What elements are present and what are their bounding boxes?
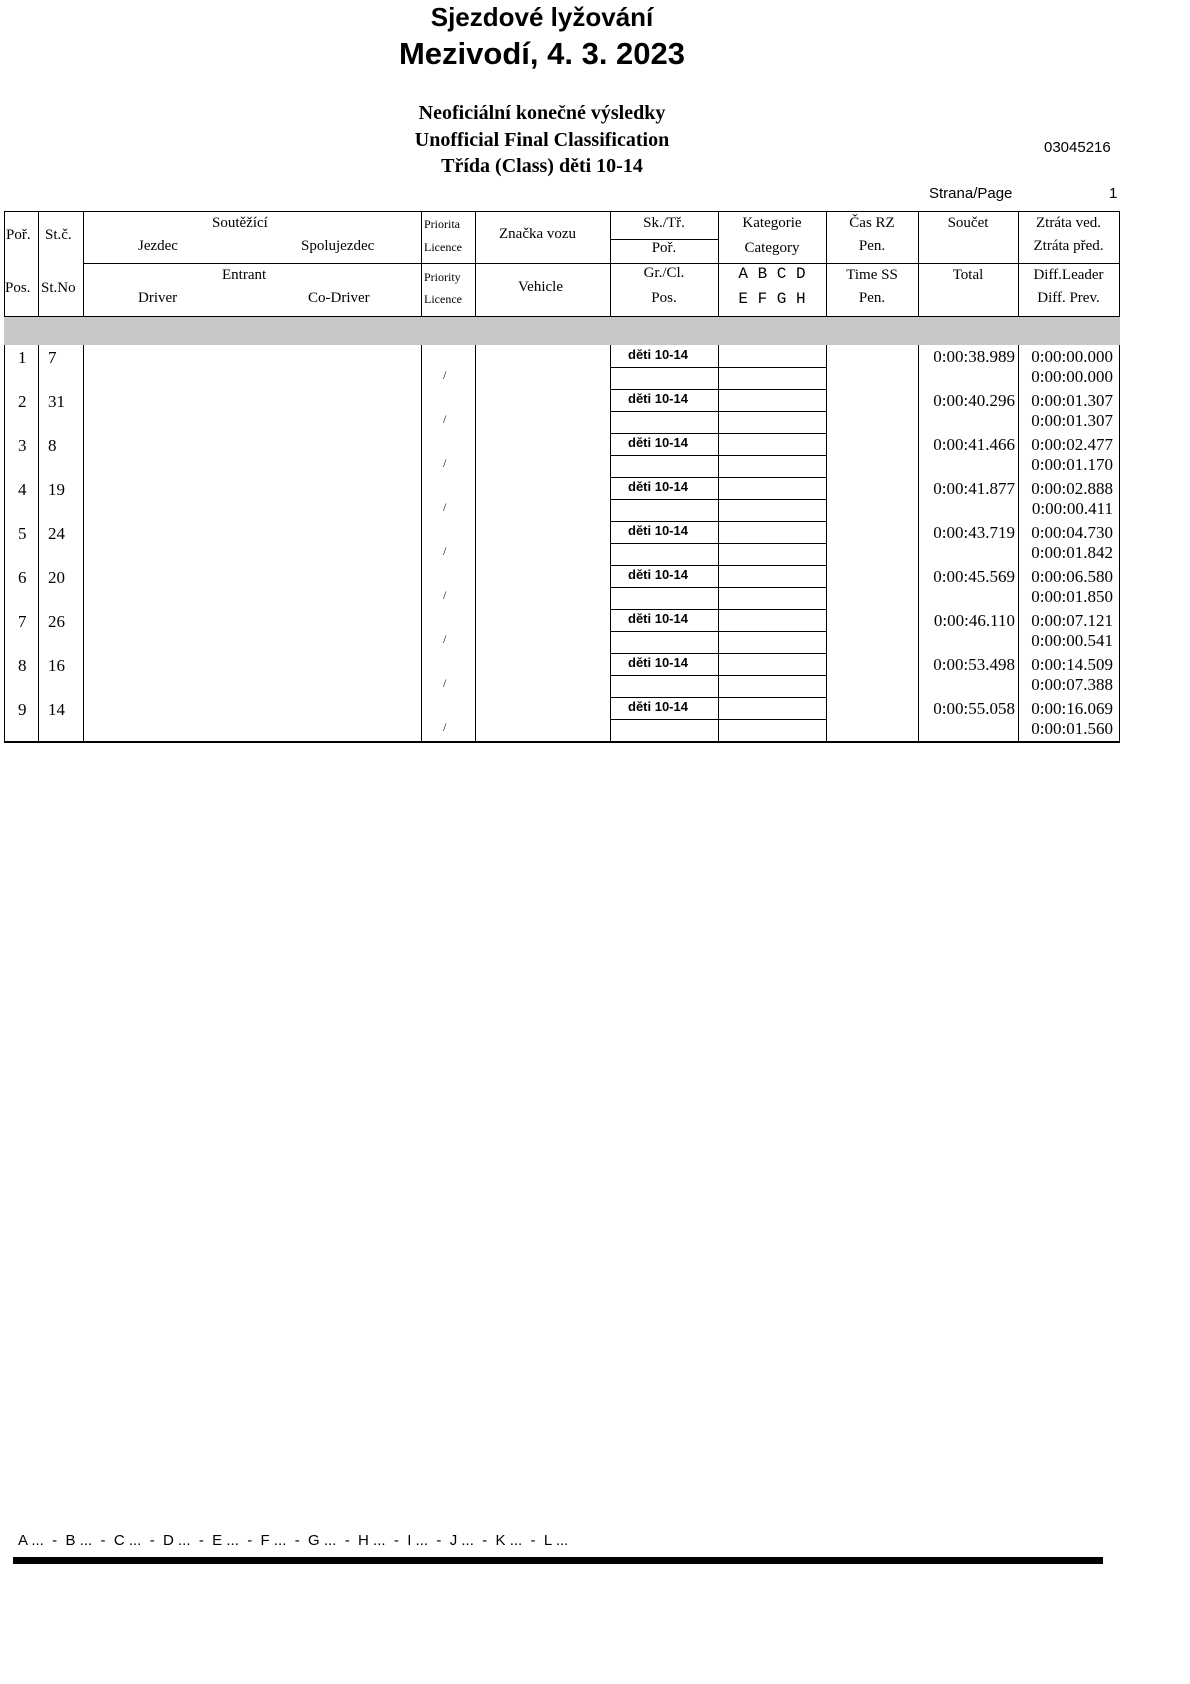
header-pen-cz: Pen. [858, 238, 886, 254]
row-group: děti 10-14 [628, 611, 688, 626]
header-stc: St.č. [45, 227, 72, 243]
row-diff-leader: 0:00:14.509 [1031, 655, 1113, 674]
header-cas-rz: Čas RZ [849, 215, 895, 231]
row-group: děti 10-14 [628, 435, 688, 450]
row-priority-separator: / [443, 456, 447, 470]
event-place-date: Mezivodí, 4. 3. 2023 [398, 36, 686, 71]
header-priorita: Priorita [424, 217, 460, 231]
row-bottom-line [610, 565, 826, 566]
subtitle-cz: Neoficiální konečné výsledky [418, 102, 666, 124]
row-group: děti 10-14 [628, 567, 688, 582]
row-diff-leader: 0:00:07.121 [1031, 611, 1113, 630]
column-divider [826, 345, 827, 741]
header-co-driver: Co-Driver [308, 290, 370, 306]
header-por2: Poř. [651, 240, 677, 256]
header-ztrata-ved: Ztráta ved. [1036, 215, 1101, 231]
row-bottom-line [610, 521, 826, 522]
header-diff-prev: Diff. Prev. [1037, 290, 1100, 306]
header-gr-cl: Gr./Cl. [643, 265, 685, 281]
row-diff-prev: 0:00:01.560 [1031, 719, 1113, 738]
header-time-ss: Time SS [846, 267, 898, 283]
header-jezdec: Jezdec [138, 238, 178, 254]
event-title: Sjezdové lyžování [430, 2, 654, 32]
row-start-number: 7 [48, 348, 57, 367]
category-legend: A ... - B ... - C ... - D ... - E ... - F ... - G ... - H ... - I ... - J ... - K ... - L ... [18, 1532, 569, 1549]
row-group: děti 10-14 [628, 347, 688, 362]
row-position: 2 [18, 392, 27, 411]
row-diff-prev: 0:00:01.170 [1031, 455, 1113, 474]
row-subline [610, 675, 826, 676]
row-subline [610, 367, 826, 368]
row-diff-prev: 0:00:01.307 [1031, 411, 1113, 430]
row-diff-prev: 0:00:00.541 [1031, 631, 1113, 650]
document-number: 03045216 [1044, 139, 1111, 156]
gray-separator-band [4, 317, 1120, 345]
row-position: 1 [18, 348, 27, 367]
column-divider [475, 345, 476, 741]
row-subline [610, 631, 826, 632]
header-soutezici: Soutěžící [212, 215, 268, 231]
header-znacka-vozu: Značka vozu [499, 226, 577, 242]
column-divider [421, 345, 422, 741]
row-total: 0:00:41.466 [933, 435, 1015, 454]
row-subline [610, 455, 826, 456]
header-sk-tr: Sk./Tř. [643, 215, 685, 231]
row-subline [610, 411, 826, 412]
row-position: 4 [18, 480, 27, 499]
row-diff-leader: 0:00:04.730 [1031, 523, 1113, 542]
row-start-number: 20 [48, 568, 65, 587]
row-priority-separator: / [443, 720, 447, 734]
row-total: 0:00:43.719 [933, 523, 1015, 542]
row-priority-separator: / [443, 412, 447, 426]
row-diff-prev: 0:00:00.411 [1031, 499, 1113, 518]
row-position: 7 [18, 612, 27, 631]
row-total: 0:00:46.110 [933, 611, 1015, 630]
row-start-number: 8 [48, 436, 57, 455]
subtitle-en: Unofficial Final Classification [414, 129, 670, 151]
column-divider [4, 345, 5, 741]
row-total: 0:00:55.058 [933, 699, 1015, 718]
row-priority-separator: / [443, 588, 447, 602]
table-bottom-border [4, 741, 1120, 743]
row-start-number: 14 [48, 700, 65, 719]
header-entrant: Entrant [222, 267, 267, 283]
row-start-number: 26 [48, 612, 65, 631]
header-stno: St.No [41, 280, 76, 296]
row-priority-separator: / [443, 544, 447, 558]
header-pos2: Pos. [651, 290, 677, 306]
row-total: 0:00:53.498 [933, 655, 1015, 674]
row-total: 0:00:41.877 [933, 479, 1015, 498]
row-diff-leader: 0:00:02.477 [1031, 435, 1113, 454]
row-bottom-line [610, 477, 826, 478]
row-subline [610, 719, 826, 720]
row-diff-leader: 0:00:01.307 [1031, 391, 1113, 410]
header-priority: Priority [424, 270, 461, 284]
row-group: děti 10-14 [628, 391, 688, 406]
row-priority-separator: / [443, 676, 447, 690]
row-bottom-line [610, 389, 826, 390]
row-subline [610, 499, 826, 500]
row-group: děti 10-14 [628, 479, 688, 494]
header-kategorie: Kategorie [742, 215, 802, 231]
header-spolujezdec: Spolujezdec [301, 238, 375, 254]
header-licence-cz: Licence [424, 240, 462, 254]
row-start-number: 24 [48, 524, 65, 543]
header-por: Poř. [6, 227, 31, 243]
header-soucet: Součet [947, 215, 989, 231]
row-position: 3 [18, 436, 27, 455]
row-diff-leader: 0:00:06.580 [1031, 567, 1113, 586]
row-start-number: 19 [48, 480, 65, 499]
row-total: 0:00:45.569 [933, 567, 1015, 586]
header-vehicle: Vehicle [518, 279, 563, 295]
header-cat-efgh: E F G H [738, 290, 806, 308]
row-position: 5 [18, 524, 27, 543]
header-ztrata-pred: Ztráta před. [1033, 238, 1104, 254]
row-priority-separator: / [443, 368, 447, 382]
row-group: děti 10-14 [628, 523, 688, 538]
row-subline [610, 587, 826, 588]
header-cat-abcd: A B C D [738, 265, 806, 283]
row-diff-leader: 0:00:00.000 [1031, 347, 1113, 366]
row-diff-leader: 0:00:16.069 [1031, 699, 1113, 718]
row-diff-prev: 0:00:01.842 [1031, 543, 1113, 562]
header-pos: Pos. [5, 280, 31, 296]
row-bottom-line [610, 609, 826, 610]
row-start-number: 16 [48, 656, 65, 675]
row-diff-prev: 0:00:01.850 [1031, 587, 1113, 606]
row-bottom-line [610, 653, 826, 654]
row-start-number: 31 [48, 392, 65, 411]
header-driver: Driver [138, 290, 178, 306]
header-pen-en: Pen. [858, 290, 886, 306]
header-category: Category [744, 240, 800, 256]
column-divider [83, 345, 84, 741]
row-position: 6 [18, 568, 27, 587]
row-diff-leader: 0:00:02.888 [1031, 479, 1113, 498]
row-diff-prev: 0:00:00.000 [1031, 367, 1113, 386]
row-group: děti 10-14 [628, 699, 688, 714]
row-priority-separator: / [443, 632, 447, 646]
row-subline [610, 543, 826, 544]
row-position: 9 [18, 700, 27, 719]
class-line: Třída (Class) děti 10-14 [441, 155, 643, 177]
row-position: 8 [18, 656, 27, 675]
page-number: 1 [1109, 185, 1118, 202]
row-bottom-line [610, 433, 826, 434]
row-bottom-line [610, 697, 826, 698]
header-total: Total [952, 267, 984, 283]
page-label: Strana/Page [929, 185, 1013, 202]
row-diff-prev: 0:00:07.388 [1031, 675, 1113, 694]
row-group: děti 10-14 [628, 655, 688, 670]
row-total: 0:00:40.296 [933, 391, 1015, 410]
header-licence-en: Licence [424, 292, 462, 306]
row-total: 0:00:38.989 [933, 347, 1015, 366]
column-divider [38, 345, 39, 741]
footer-rule [13, 1557, 1103, 1564]
row-priority-separator: / [443, 500, 447, 514]
column-divider [1119, 345, 1120, 741]
header-diff-leader: Diff.Leader [1033, 267, 1104, 283]
